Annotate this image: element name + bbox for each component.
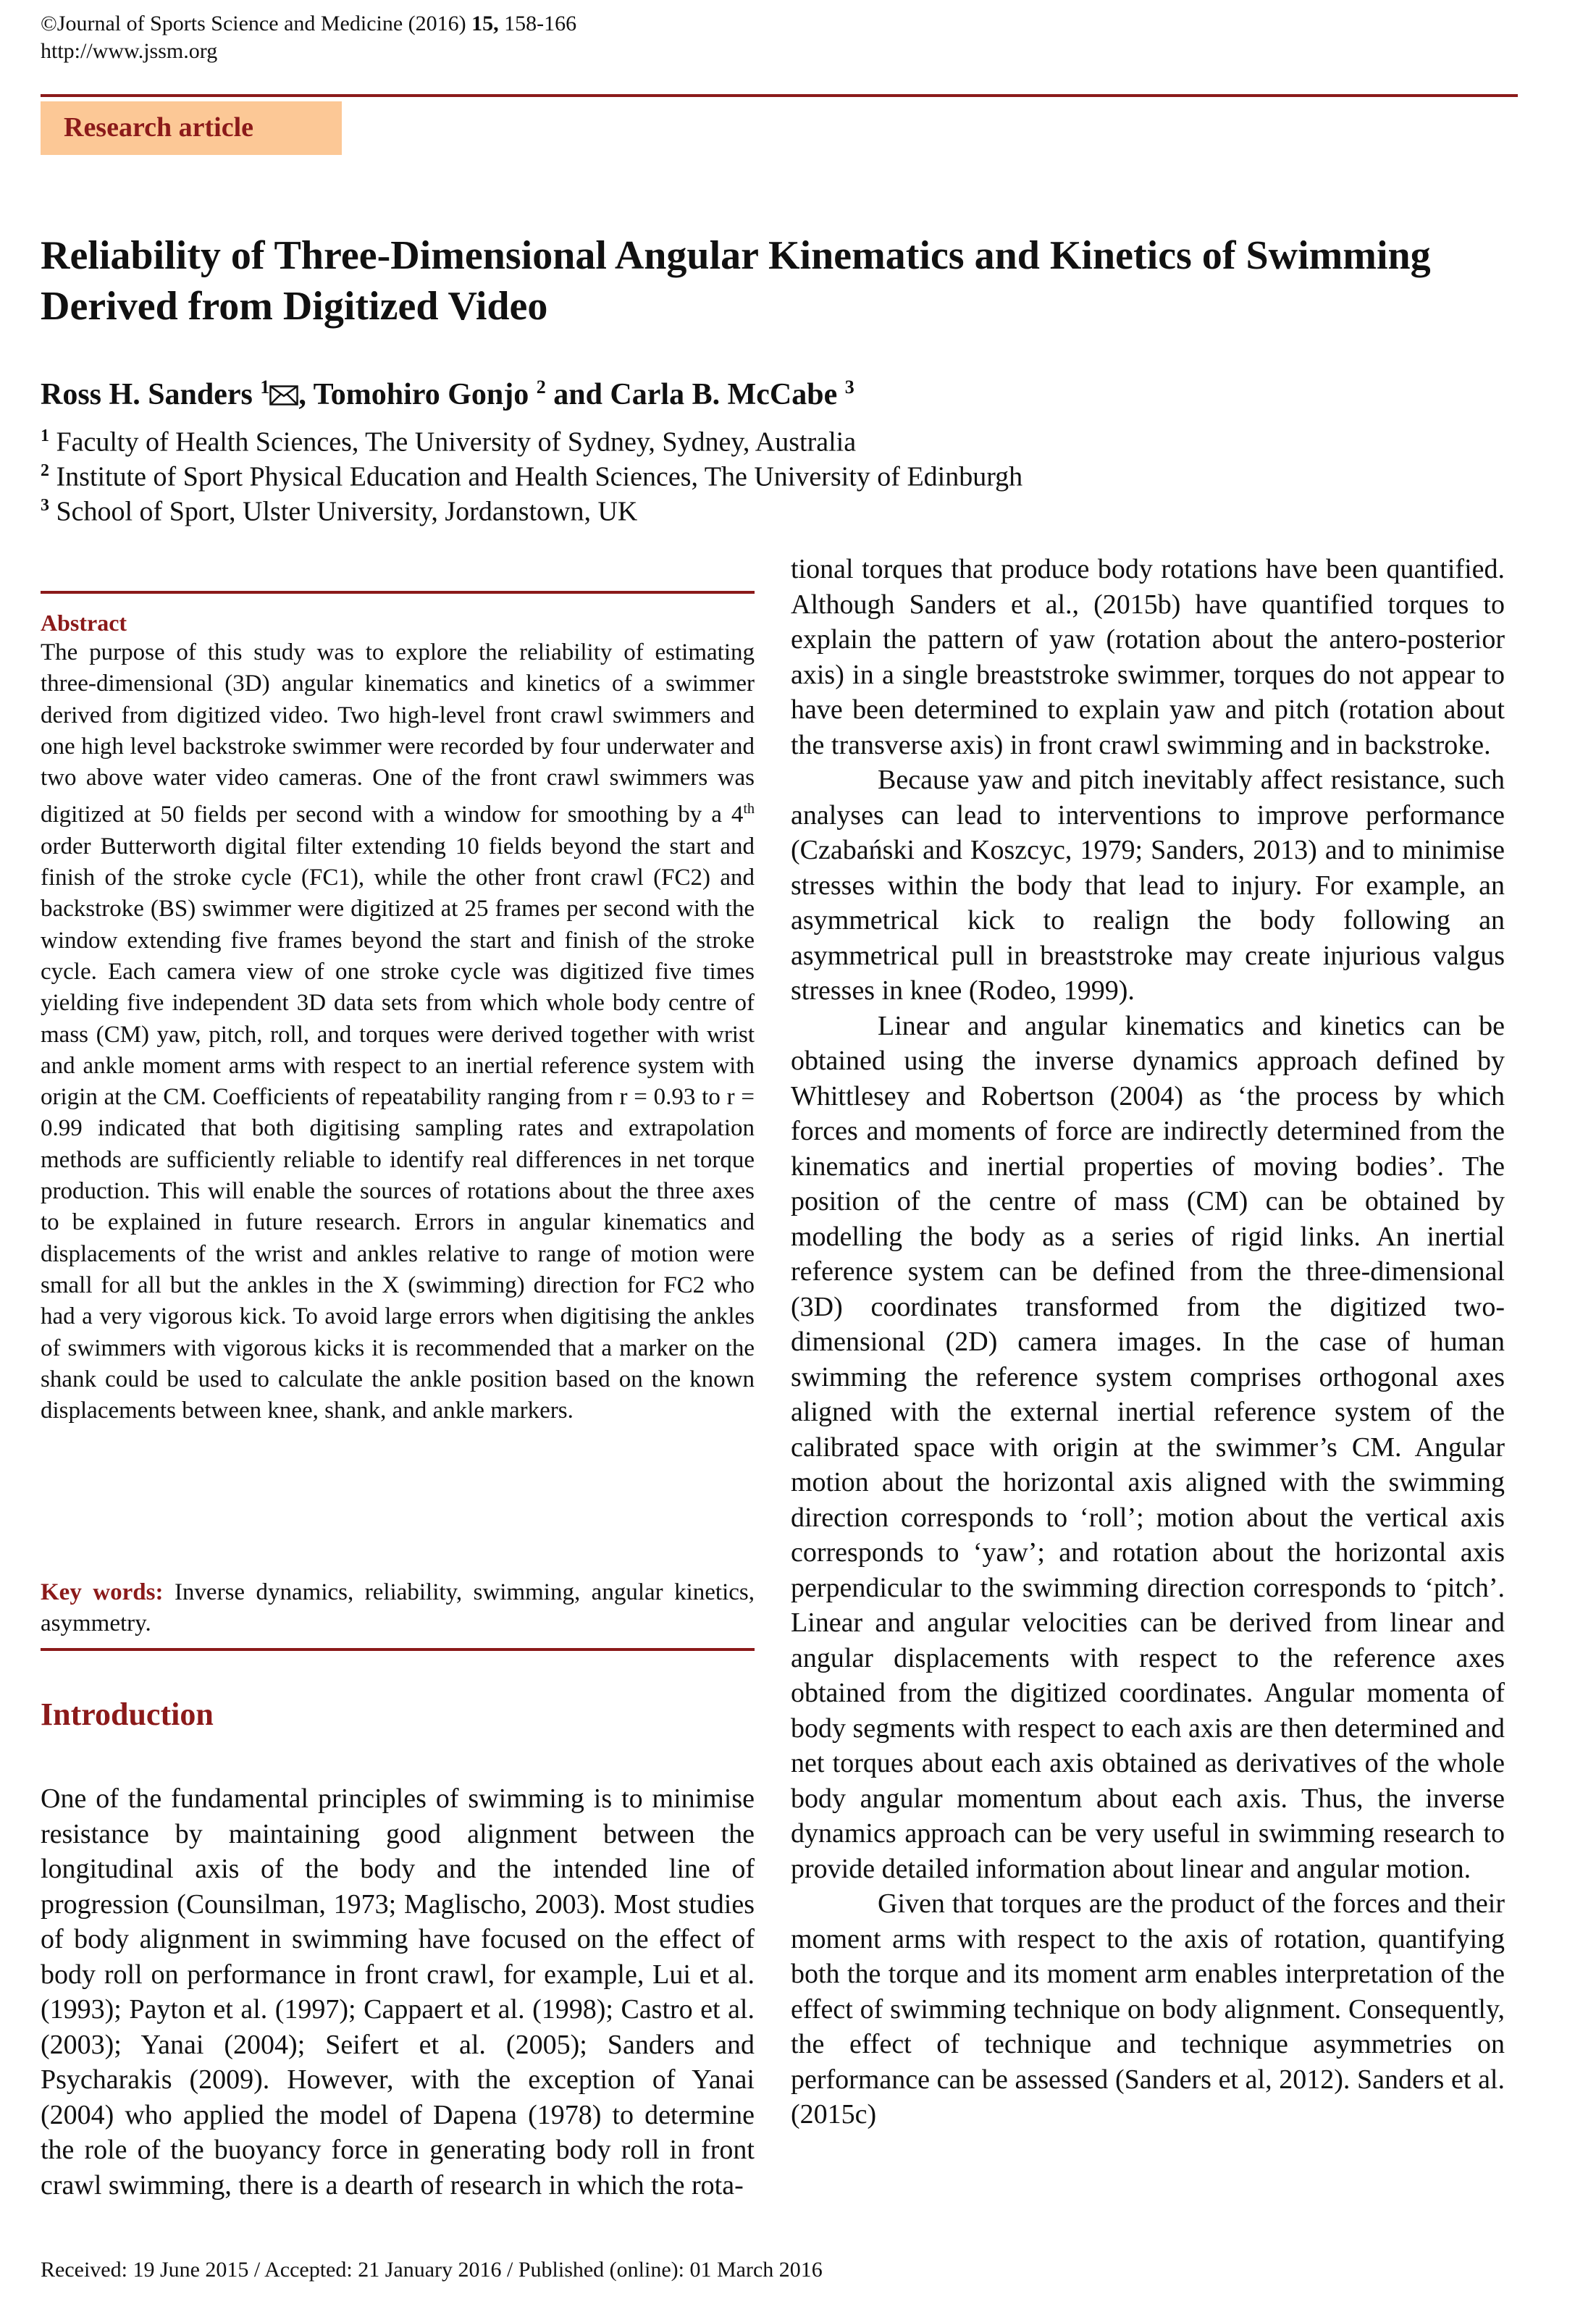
abstract-text: The purpose of this study was to explore the reliability of estimating three-dimensional (3D) angular kinematics and kinetics of a swimmer derived from digitized video. Two high-level front crawl swimmers and one high level backstroke swimmer were recorded by four underwater and two above water video cameras. One of the front crawl swimmers was digitized at 50 fields per second with a window for smoothing by a 4 [41, 639, 755, 828]
envelope-icon[interactable] [269, 385, 298, 405]
paragraph: Given that torques are the product of the forces and their moment arms with respect to the axis of rotation, quantifying both the torque and its moment arm enables interpretation of the effect of swimming technique on body alignment. Consequently, the effect of technique and technique asymmetries on performance can be assessed (Sanders et al, 2012). Sanders et al. (2015c) [791, 1888, 1505, 2130]
affiliation [41, 488, 637, 529]
journal-name: ©Journal of Sports Science and Medicine (2016) [41, 12, 472, 35]
abstract-heading: Abstract [41, 610, 127, 636]
journal-citation [41, 10, 576, 38]
abstract-text: order Butterworth digital filter extending 10 fields beyond the start and finish of the stroke cycle (FC1), while the other front crawl (FC2) and backstroke (BS) swimmer were digitized at 25 frames per second with the window extending five frames beyond the start and finish of the stroke cycle. Each camera view of one stroke cycle was digitized five times yielding five independent 3D data sets from which whole body centre of mass (CM) yaw, pitch, roll, and torques were derived together with wrist and ankle moment arms with respect to an inertial reference system with origin at the CM. Coefficients of repeatability ranging from r = 0.93 to r = 0.99 indicated that both digitising sampling rates and extrapolation methods are sufficiently reliable to identify real differences in net torque production. This will enable the sources of rotations about the three axes to be explained in future research. Errors in angular kinematics and displacements of the wrist and ankles relative to range of motion were small for all but the ankles in the X (swimming) direction for FC2 who had a very vigorous kick. To avoid large errors when digitising the ankles of swimmers with vigorous kicks it is recommended that a marker on the shank could be used to calculate the ankle position based on the known displacements between knee, shank, and ankle markers. [41, 833, 755, 1424]
author-affil-sup: 3 [844, 377, 854, 398]
keywords-text: Inverse dynamics, reliability, swimming, angular kinetics, asymmetry. [41, 1579, 755, 1637]
author-name: and Carla B. McCabe [545, 378, 845, 411]
article-type-badge [41, 101, 342, 155]
publication-dates: Received: 19 June 2015 / Accepted: 21 January 2016 / Published (online): 01 March 2016 [41, 2258, 823, 2282]
keywords-bottom-rule [41, 1648, 755, 1651]
article-type-label: Research article [64, 112, 254, 143]
keywords-label: Key words: [41, 1579, 164, 1605]
article-title: Reliability of Three-Dimensional Angular Kinematics and Kinetics of Swimming Derived from Digitized Video [41, 233, 1431, 329]
journal-header [41, 10, 576, 65]
header-rule [41, 94, 1518, 97]
author-list [41, 377, 854, 412]
affiliation-number: 3 [41, 496, 49, 515]
paragraph: Because yaw and pitch inevitably affect resistance, such analyses can lead to interventions to improve performance (Czabański and Koszcyc, 1979; Sanders, 2013) and to minimise stresses within the body that lead to injury. For example, an asymmetrical kick to realign the body following an asymmetrical pull in breaststroke may create injurious valgus stresses in knee (Rodeo, 1999). [791, 765, 1505, 1006]
introduction-heading: Introduction [41, 1697, 214, 1732]
paragraph: One of the fundamental principles of swimming is to minimise resistance by maintaining good alignment between the longitudinal axis of the body and the intended line of progression (Counsilman, 1973; Maglischo, 2003). Most studies of body alignment in swimming have focused on the effect of body roll on performance in front crawl, for example, Lui et al. (1993); Payton et al. (1997); Cappaert et al. (1998); Castro et al. (2003); Yanai (2004); Seifert et al. (2005); Sanders and Psycharakis (2009). However, with the exception of Yanai (2004) who applied the model of Dapena (1978) to determine the role of the buoyancy force in generating body roll in front crawl swimming, there is a dearth of research in which the rota- [41, 1783, 755, 2201]
keywords [41, 1577, 755, 1640]
affiliation-text: Institute of Sport Physical Education and Health Sciences, The University of Edinburgh [49, 461, 1023, 492]
abstract-top-rule [41, 591, 755, 594]
author-name: , Tomohiro Gonjo [298, 378, 537, 411]
author-affil-sup: 2 [536, 377, 546, 398]
paragraph: Linear and angular kinematics and kinetics can be obtained using the inverse dynamics approach defined by Whittlesey and Robertson (2004) as ‘the process by which forces and moments of force are indirectly determined from the kinematics and inertial properties of moving bodies’. The position of the centre of mass (CM) can be obtained by modelling the body as a series of rigid links. An inertial reference system can be defined from the three-dimensional (3D) coordinates transformed from the digitized two-dimensional (2D) camera images. In the case of human swimming the reference system comprises orthogonal axes aligned with the external inertial reference system of the calibrated space with origin at the swimmer’s CM. Angular motion about the horizontal axis aligned with the swimming direction corresponds to ‘roll’; motion about the vertical axis corresponds to ‘yaw’; and rotation about the horizontal axis perpendicular to the swimming direction corresponds to ‘pitch’. Linear and angular velocities can be derived from linear and angular displacements with respect to the reference axes obtained from the digitized coordinates. Angular momenta of body segments with respect to each axis are then determined and net torques about each axis obtained as derivatives of the whole body angular momentum about each axis. Thus, the inverse dynamics approach can be very useful in swimming research to provide detailed information about linear and angular motion. [791, 1010, 1505, 1884]
author-affil-sup: 1 [260, 377, 270, 398]
journal-volume: 15, [471, 12, 499, 35]
journal-url[interactable]: http://www.jssm.org [41, 39, 218, 63]
right-column-body [791, 552, 1505, 2132]
introduction-body [41, 1781, 755, 2203]
affiliation-number: 2 [41, 461, 49, 480]
affiliation-text: School of Sport, Ulster University, Jordanstown, UK [49, 496, 638, 527]
author-name: Ross H. Sanders [41, 378, 261, 411]
journal-pages: 158-166 [498, 12, 577, 35]
affiliation-text: Faculty of Health Sciences, The University of Sydney, Sydney, Australia [49, 426, 857, 458]
paragraph: tional torques that produce body rotations have been quantified. Although Sanders et al., (2015b) have quantified torques to explain the pattern of yaw (rotation about the antero-posterior axis) in a single breaststroke swimmer, torques do not appear to have been determined to explain yaw and pitch (rotation about the transverse axis) in front crawl swimming and in backstroke. [791, 554, 1505, 760]
affiliation-number: 1 [41, 426, 49, 445]
abstract-superscript: th [743, 801, 755, 818]
abstract-body [41, 637, 755, 1426]
